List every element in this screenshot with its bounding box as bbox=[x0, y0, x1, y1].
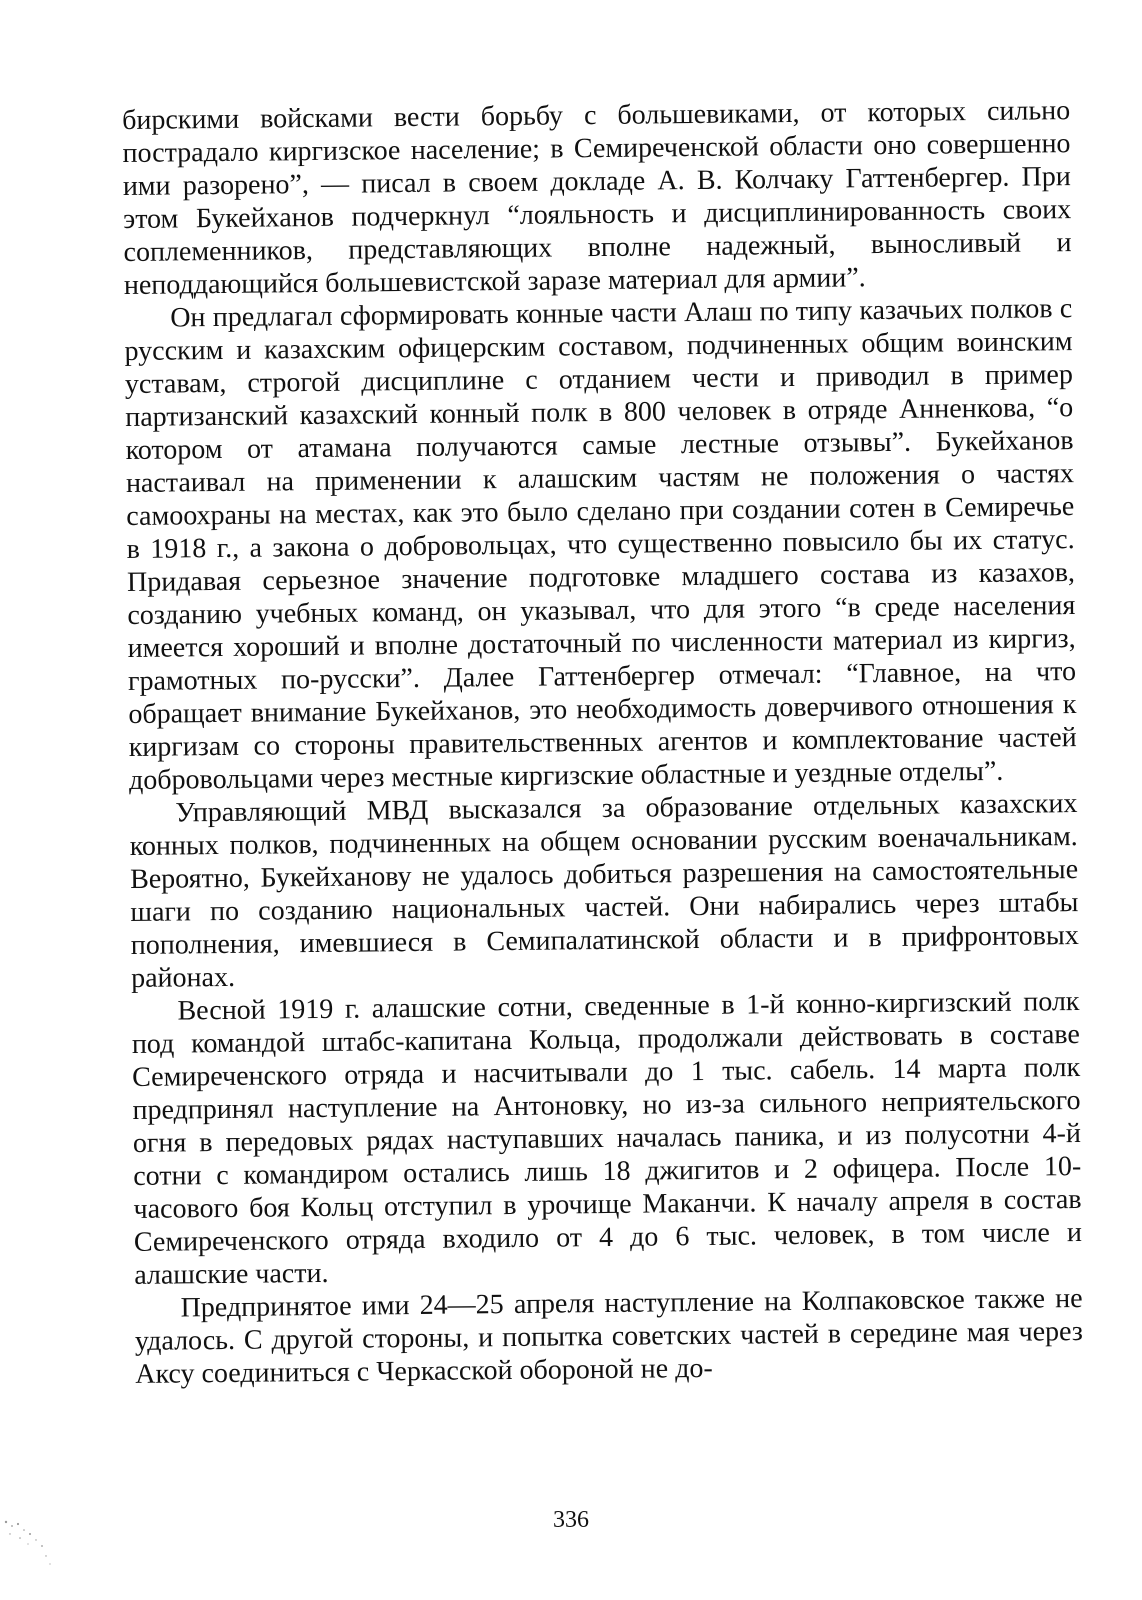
paragraph-5: Предпринятое ими 24—25 апреля наступление на Колпаковское также не удалось. С другой стороны, и попытка советских частей в середине мая через Аксу соединиться с Черкасской обороной не до- bbox=[134, 1283, 1084, 1390]
paragraph-1: бирскими войсками вести борьбу с большевиками, от которых сильно пострадало киргизское население; в Семиреченской области оно совершенно ими разорено”, — писал в своем докладе А. В. Колчаку Гаттенбергер. При этом Букейханов подчеркнул “лояльность и дисциплинированность своих соплеменников, представляющих вполне надежный, выносливый и неподдающийся большевистской заразе материал для армии”. bbox=[122, 95, 1072, 301]
scan-noise-mark bbox=[0, 1500, 70, 1600]
body-text bbox=[122, 94, 1083, 1391]
paragraph-3: Управляющий МВД высказался за образование отдельных казахских конных полков, подчиненных на общем основании русским военачальникам. Вероятно, Букейханову не удалось добиться разрешения на самостоятельные шаги по созданию национальных частей. Они набирались через штабы пополнения, имевшиеся в Семипалатинской области и в прифронтовых районах. bbox=[129, 788, 1079, 994]
page-number: 336 bbox=[553, 1507, 589, 1533]
paragraph-4: Весной 1919 г. алашские сотни, сведенные в 1-й конно-киргизский полк под командой штабс-капитана Кольца, продолжали действовать в составе Семиреченского отряда и насчитывали до 1 тыс. сабель. 14 марта полк предпринял наступление на Антоновку, но из-за сильного неприятельского огня в передовых рядах наступавших началась паника, и из полусотни 4-й сотни с командиром остались лишь 18 джигитов и 2 офицера. После 10-часового боя Кольц отступил в урочище Маканчи. К началу апреля в состав Семиреченского отряда входило от 4 до 6 тыс. человек, в том числе и алашские части. bbox=[131, 986, 1083, 1291]
paragraph-2: Он предлагал сформировать конные части Алаш по типу казачьих полков с русским и казахским офицерским составом, подчиненных общим воинским уставам, строгой дисциплине с отданием чести и приводил в пример партизанский казахский конный полк в 800 человек в отряде Анненкова, “о котором от атамана получаются самые лестные отзывы”. Букейханов настаивал на применении к алашским частям не положения о частях самоохраны на местах, как это было сделано при создании сотен в Семиречье в 1918 г., а закона о добровольцах, что существенно повысило бы их статус. Придавая серьезное значение подготовке младшего состава из казахов, созданию учебных команд, он указывал, что для этого “в среде населения имеется хороший и вполне достаточный по численности материал из киргиз, грамотных по-русски”. Далее Гаттенбергер отмечал: “Главное, на что обращает внимание Букейханов, это необходимость доверчивого отношения к киргизам со стороны правительственных агентов и комплектование частей добровольцами через местные киргизские областные и уездные отделы”. bbox=[124, 293, 1077, 796]
